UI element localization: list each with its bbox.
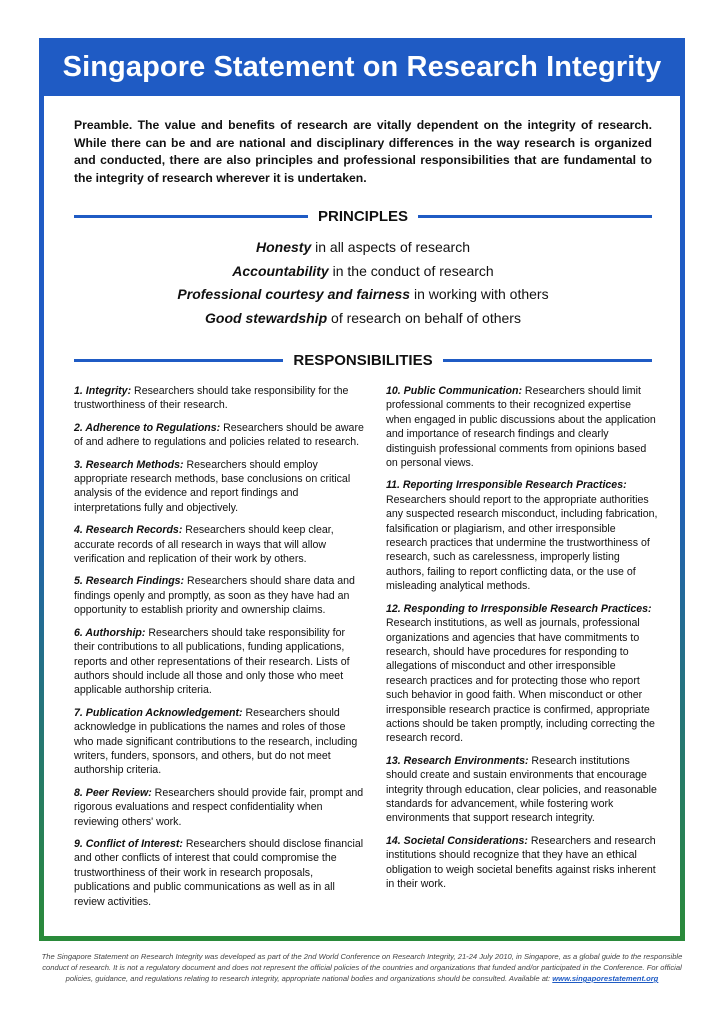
responsibility-item — [386, 834, 658, 892]
responsibility-item — [386, 478, 658, 593]
responsibility-title: 3. Research Methods: — [74, 458, 184, 471]
responsibility-text: Researchers and research institutions should recognize that they have an ethical obligation to weigh societal benefits against risks inherent in their work. — [386, 834, 656, 890]
principle-name: Professional courtesy and fairness — [177, 286, 411, 302]
principle-text: of research on behalf of others — [327, 309, 521, 326]
principle-item — [74, 283, 652, 307]
principle-text: in working with others — [410, 286, 549, 302]
divider-line — [443, 359, 652, 362]
footer-text: The Singapore Statement on Research Integrity was developed as part of the 2nd World Conference on Research Integrity, 21-24 July 2010, in Singapore, as a global guide to the responsible conduct of research. It is not a regulatory document and does not represent the official policies of the countries and organizations that funded and/or participated in the Conference. For official policies, guidance, and regulations relating to research integrity, appropriate national bodies and organizations should be consulted. Available at: — [41, 952, 683, 983]
responsibilities-right-column — [386, 384, 658, 899]
divider-line — [74, 215, 308, 218]
principle-text: in all aspects of research — [311, 239, 470, 255]
responsibilities-left-column — [74, 384, 364, 917]
principle-item — [74, 307, 652, 331]
responsibility-title: 5. Research Findings: — [74, 575, 185, 588]
responsibility-title: 1. Integrity: — [74, 385, 132, 397]
responsibility-item — [386, 602, 658, 746]
responsibility-item — [74, 421, 364, 450]
responsibility-item — [74, 786, 364, 829]
responsibility-item — [74, 384, 364, 413]
responsibility-text: Researchers should disclose financial and other conflicts of interest that could compromise the trustworthiness of their work in research proposals, publications and public communications as well as in all review activities. — [74, 837, 364, 908]
principles-heading-label: PRINCIPLES — [318, 207, 409, 225]
responsibility-text: Researchers should acknowledge in publications the names and roles of those who made significant contributions to the research, including writers, funders, sponsors, and others, but do not meet authorship criteria. — [74, 706, 358, 777]
responsibility-text: Researchers should limit professional comments to their recognized expertise when engaged in public discussions about the application and importance of research findings and clearly distinguish professional comments from opinions based on personal views. — [386, 385, 656, 470]
responsibility-title: 11. Reporting Irresponsible Research Practices: — [386, 479, 627, 492]
responsibility-item — [74, 626, 364, 698]
responsibility-text: Researchers should be aware of and adhere to regulations and policies related to research. — [74, 421, 364, 449]
responsibility-text: Research institutions should create and sustain environments that encourage integrity through education, clear policies, and reasonable standards for advancement, while fostering work environments that support research integrity. — [386, 754, 657, 825]
principle-name: Honesty — [256, 239, 312, 255]
principle-name: Accountability — [232, 262, 329, 279]
principle-text: in the conduct of research — [328, 262, 494, 279]
divider-line — [418, 215, 652, 218]
page-title: Singapore Statement on Research Integrity — [39, 38, 685, 96]
divider-line — [74, 359, 283, 362]
responsibility-title: 13. Research Environments: — [386, 754, 529, 767]
responsibility-title: 12. Responding to Irresponsible Research Practices: — [386, 602, 652, 615]
responsibility-title: 10. Public Communication: — [386, 385, 522, 397]
responsibility-title: 6. Authorship: — [74, 626, 146, 639]
responsibility-text: Researchers should keep clear, accurate records of all research in ways that will allow verification and replication of their work by others. — [74, 524, 334, 566]
responsibility-title: 9. Conflict of Interest: — [74, 837, 183, 850]
principle-item — [74, 236, 652, 260]
responsibility-item — [74, 837, 364, 909]
responsibility-text: Researchers should take responsibility for the trustworthiness of their research. — [74, 385, 349, 412]
responsibility-item — [386, 754, 658, 826]
website-link[interactable]: www.singaporestatement.org — [552, 974, 659, 983]
responsibility-item — [74, 574, 364, 617]
responsibilities-heading-label: RESPONSIBILITIES — [293, 351, 433, 369]
responsibility-title: 14. Societal Considerations: — [386, 834, 528, 847]
responsibility-item — [74, 458, 364, 516]
responsibility-item — [74, 523, 364, 566]
principle-name: Good stewardship — [205, 309, 328, 326]
responsibility-text: Researchers should report to the appropriate authorities any suspected research misconduct, including fabrication, falsification or plagiarism, and other irresponsible research practices that undermine the trustworthiness of research, such as carelessness, improperly listing authors, failing to report conflicting data, or the use of misleading analytical methods. — [386, 493, 658, 593]
principle-item — [74, 260, 652, 284]
responsibility-title: 8. Peer Review: — [74, 786, 152, 799]
principles-heading — [74, 205, 652, 227]
responsibility-text: Researchers should take responsibility for their contributions to all publications, funding applications, reports and other representations of their research. Lists of authors should include all those and only those who meet applicable authorship criteria. — [74, 626, 350, 697]
responsibility-text: Research institutions, as well as journals, professional organizations and agencies that have commitments to research, should have procedures for responding to allegations of misconduct and other irresponsible research practices and for protecting those who report such behavior in good faith. When misconduct or other irresponsible research practice is confirmed, appropriate actions should be taken promptly, including correcting the research record. — [386, 617, 655, 745]
principles-list — [74, 236, 652, 330]
responsibility-item — [386, 384, 658, 470]
responsibility-title: 4. Research Records: — [74, 524, 183, 537]
preamble: Preamble. The value and benefits of research are vitally dependent on the integrity of research. While there can be and are national and disciplinary differences in the way research is organized and conducted, there are also principles and professional responsibilities that are fundamental to the integrity of research wherever it is undertaken. — [74, 118, 652, 185]
responsibility-title: 7. Publication Acknowledgement: — [74, 706, 243, 719]
responsibility-item — [74, 706, 364, 778]
responsibility-title: 2. Adherence to Regulations: — [74, 421, 221, 434]
responsibility-text: Researchers should employ appropriate research methods, base conclusions on critical analysis of the evidence and report findings and interpretations fully and objectively. — [74, 458, 351, 514]
responsibilities-heading — [74, 349, 652, 371]
footer-note — [30, 951, 694, 984]
responsibility-text: Researchers should provide fair, prompt and rigorous evaluations and respect confidentiality when reviewing others' work. — [74, 786, 364, 828]
responsibility-text: Researchers should share data and findings openly and promptly, as soon as they have had an opportunity to establish priority and ownership claims. — [74, 575, 355, 617]
